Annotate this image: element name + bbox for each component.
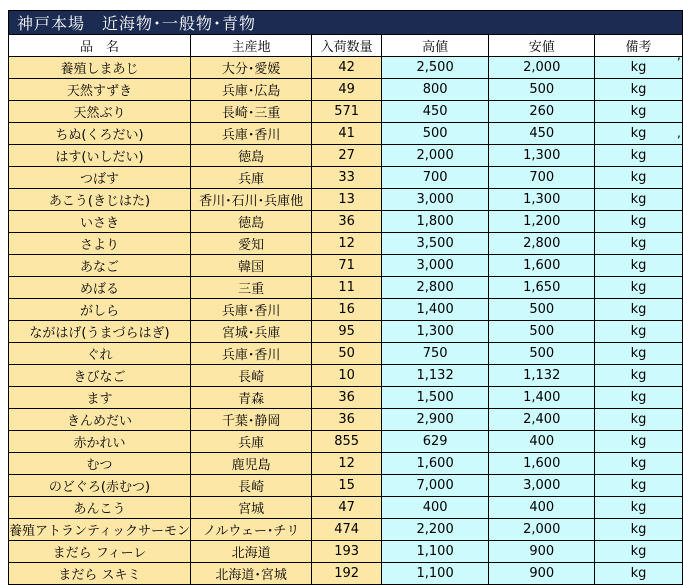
origin-cell: 北海道･宮城 [190,563,311,585]
table-row [9,233,683,255]
unit-cell: kg [595,431,683,453]
high-price-cell: 2,500 [381,57,489,79]
quantity-cell: 13 [312,189,381,211]
table-row [9,343,683,365]
item-name-cell: 天然ぶり [9,101,191,123]
origin-cell: 徳島 [190,211,311,233]
header-high-price: 高値 [381,35,489,57]
high-price-cell: 1,300 [381,321,489,343]
edge-mark: , [677,48,681,62]
item-name-cell: きんめだい [9,409,191,431]
low-price-cell: 1,200 [489,211,595,233]
high-price-cell: 629 [381,431,489,453]
origin-cell: 兵庫･広島 [190,79,311,101]
item-name-cell: ぐれ [9,343,191,365]
low-price-cell: 900 [489,563,595,585]
high-price-cell: 2,800 [381,277,489,299]
origin-cell: 長崎 [190,475,311,497]
item-name-cell: ます [9,387,191,409]
unit-cell: kg [595,475,683,497]
table-row [9,519,683,541]
header-quantity: 入荷数量 [312,35,381,57]
item-name-cell: あこう(きじはた) [9,189,191,211]
high-price-cell: 750 [381,343,489,365]
quantity-cell: 27 [312,145,381,167]
table-row [9,431,683,453]
low-price-cell: 1,400 [489,387,595,409]
high-price-cell: 2,900 [381,409,489,431]
quantity-cell: 12 [312,233,381,255]
table-title: 神戸本場 近海物･一般物･青物 [9,11,683,35]
unit-cell: kg [595,365,683,387]
high-price-cell: 450 [381,101,489,123]
high-price-cell: 3,000 [381,189,489,211]
quantity-cell: 11 [312,277,381,299]
low-price-cell: 1,600 [489,453,595,475]
low-price-cell: 3,000 [489,475,595,497]
high-price-cell: 500 [381,123,489,145]
table-row [9,563,683,585]
low-price-cell: 2,000 [489,57,595,79]
item-name-cell: がしら [9,299,191,321]
high-price-cell: 2,000 [381,145,489,167]
high-price-cell: 1,600 [381,453,489,475]
header-low-price: 安値 [489,35,595,57]
low-price-cell: 500 [489,79,595,101]
table-row [9,541,683,563]
quantity-cell: 47 [312,497,381,519]
origin-cell: 兵庫･香川 [190,299,311,321]
item-name-cell: まだら フィーレ [9,541,191,563]
table-row [9,167,683,189]
unit-cell: kg [595,123,683,145]
high-price-cell: 400 [381,497,489,519]
unit-cell: kg [595,145,683,167]
item-name-cell: きびなご [9,365,191,387]
unit-cell: kg [595,321,683,343]
unit-cell: kg [595,233,683,255]
high-price-cell: 1,100 [381,563,489,585]
origin-cell: 徳島 [190,145,311,167]
unit-cell: kg [595,541,683,563]
table-row [9,475,683,497]
unit-cell: kg [595,189,683,211]
quantity-cell: 95 [312,321,381,343]
table-row [9,299,683,321]
quantity-cell: 36 [312,409,381,431]
table-row [9,189,683,211]
unit-cell: kg [595,211,683,233]
quantity-cell: 193 [312,541,381,563]
high-price-cell: 1,500 [381,387,489,409]
quantity-cell: 10 [312,365,381,387]
low-price-cell: 1,600 [489,255,595,277]
item-name-cell: つばす [9,167,191,189]
low-price-cell: 1,650 [489,277,595,299]
origin-cell: 北海道 [190,541,311,563]
low-price-cell: 1,300 [489,189,595,211]
origin-cell: 千葉･静岡 [190,409,311,431]
high-price-cell: 800 [381,79,489,101]
header-origin: 主産地 [190,35,311,57]
unit-cell: kg [595,277,683,299]
quantity-cell: 474 [312,519,381,541]
quantity-cell: 15 [312,475,381,497]
table-row [9,145,683,167]
quantity-cell: 12 [312,453,381,475]
table-row [9,497,683,519]
low-price-cell: 450 [489,123,595,145]
low-price-cell: 2,000 [489,519,595,541]
high-price-cell: 1,800 [381,211,489,233]
origin-cell: 三重 [190,277,311,299]
table-row [9,453,683,475]
unit-cell: kg [595,299,683,321]
low-price-cell: 1,300 [489,145,595,167]
high-price-cell: 1,400 [381,299,489,321]
origin-cell: ノルウェー･チリ [190,519,311,541]
quantity-cell: 33 [312,167,381,189]
unit-cell: kg [595,453,683,475]
origin-cell: 兵庫･香川 [190,123,311,145]
high-price-cell: 3,000 [381,255,489,277]
low-price-cell: 700 [489,167,595,189]
quantity-cell: 50 [312,343,381,365]
origin-cell: 大分･愛媛 [190,57,311,79]
unit-cell: kg [595,79,683,101]
unit-cell: kg [595,519,683,541]
origin-cell: 香川･石川･兵庫他 [190,189,311,211]
header-item-name: 品 名 [9,35,191,57]
item-name-cell: 赤かれい [9,431,191,453]
item-name-cell: 養殖アトランティックサーモン [9,519,191,541]
item-name-cell: まだら スキミ [9,563,191,585]
header-remarks: 備考 [595,35,683,57]
origin-cell: 鹿児島 [190,453,311,475]
quantity-cell: 855 [312,431,381,453]
table-row [9,409,683,431]
unit-cell: kg [595,167,683,189]
low-price-cell: 400 [489,431,595,453]
unit-cell: kg [595,57,683,79]
low-price-cell: 900 [489,541,595,563]
item-name-cell: はす(いしだい) [9,145,191,167]
origin-cell: 愛知 [190,233,311,255]
edge-mark: , [677,126,681,140]
item-name-cell: さより [9,233,191,255]
quantity-cell: 41 [312,123,381,145]
item-name-cell: 天然すずき [9,79,191,101]
item-name-cell: あなご [9,255,191,277]
item-name-cell: ながはげ(うまづらはぎ) [9,321,191,343]
high-price-cell: 3,500 [381,233,489,255]
quantity-cell: 571 [312,101,381,123]
quantity-cell: 192 [312,563,381,585]
table-row [9,321,683,343]
table-row [9,387,683,409]
unit-cell: kg [595,563,683,585]
quantity-cell: 42 [312,57,381,79]
quantity-cell: 49 [312,79,381,101]
low-price-cell: 2,800 [489,233,595,255]
unit-cell: kg [595,497,683,519]
high-price-cell: 700 [381,167,489,189]
item-name-cell: いさき [9,211,191,233]
item-name-cell: めばる [9,277,191,299]
unit-cell: kg [595,255,683,277]
origin-cell: 青森 [190,387,311,409]
origin-cell: 兵庫･香川 [190,343,311,365]
origin-cell: 長崎 [190,365,311,387]
table-row [9,57,683,79]
item-name-cell: ちぬ(くろだい) [9,123,191,145]
low-price-cell: 500 [489,321,595,343]
low-price-cell: 1,132 [489,365,595,387]
origin-cell: 兵庫 [190,167,311,189]
item-name-cell: あんこう [9,497,191,519]
high-price-cell: 2,200 [381,519,489,541]
quantity-cell: 36 [312,387,381,409]
low-price-cell: 260 [489,101,595,123]
table-row [9,365,683,387]
table-row [9,123,683,145]
origin-cell: 韓国 [190,255,311,277]
origin-cell: 宮城 [190,497,311,519]
origin-cell: 宮城･兵庫 [190,321,311,343]
unit-cell: kg [595,343,683,365]
table-row [9,211,683,233]
unit-cell: kg [595,101,683,123]
low-price-cell: 500 [489,299,595,321]
quantity-cell: 36 [312,211,381,233]
high-price-cell: 1,132 [381,365,489,387]
origin-cell: 兵庫 [190,431,311,453]
unit-cell: kg [595,387,683,409]
item-name-cell: のどぐろ(赤むつ) [9,475,191,497]
table-row [9,101,683,123]
header-row [9,35,683,57]
table-row [9,255,683,277]
origin-cell: 長崎･三重 [190,101,311,123]
item-name-cell: むつ [9,453,191,475]
table-row [9,79,683,101]
quantity-cell: 71 [312,255,381,277]
low-price-cell: 400 [489,497,595,519]
high-price-cell: 1,100 [381,541,489,563]
high-price-cell: 7,000 [381,475,489,497]
table-row [9,277,683,299]
market-price-table [8,10,683,585]
item-name-cell: 養殖しまあじ [9,57,191,79]
quantity-cell: 16 [312,299,381,321]
unit-cell: kg [595,409,683,431]
low-price-cell: 2,400 [489,409,595,431]
low-price-cell: 500 [489,343,595,365]
